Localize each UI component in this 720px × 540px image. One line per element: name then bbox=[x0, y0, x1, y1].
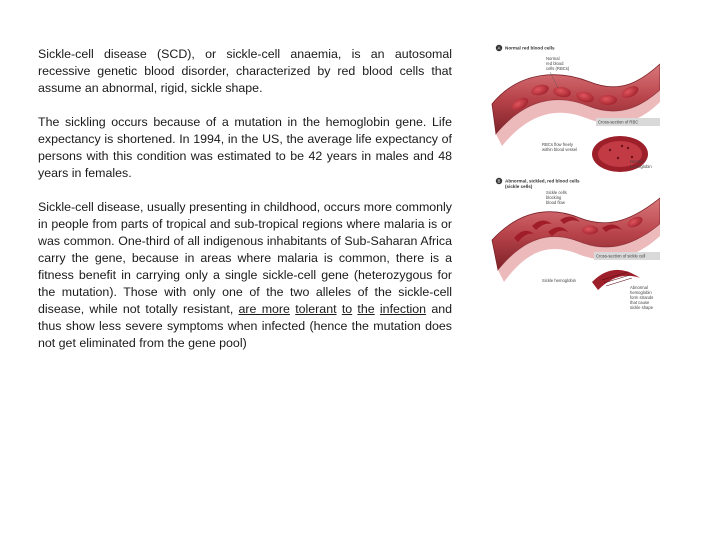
panel-b-marker-letter: B bbox=[497, 178, 501, 184]
label-abnormal-4: that cause bbox=[630, 300, 650, 305]
label-block-3: blood flow bbox=[546, 200, 565, 205]
hemoglobin-dot bbox=[621, 145, 623, 147]
label-sickle-hb: Sickle hemoglobin bbox=[542, 278, 576, 283]
label-normal-hb-1: Normal bbox=[630, 159, 644, 164]
label-flow-1: RBCs flow freely bbox=[542, 142, 573, 147]
hemoglobin-dot bbox=[617, 157, 619, 159]
label-cross-section-rbc: Cross-section of RBC bbox=[598, 119, 639, 125]
panel-b-title-1: Abnormal, sickled, red blood cells bbox=[505, 178, 580, 184]
label-normal-hb-2: hemoglobin bbox=[630, 164, 652, 169]
underlined-the: the bbox=[357, 302, 375, 316]
malaria-text-start: Sickle-cell disease, usually presenting in childhood, occurs more commonly in people from parts of tropical and sub-tropical regions where malaria is or was common. One-third of all indigenous inhabitants of Sub-Saharan Africa carry the gene, because in areas where malaria is common, there is a fitness benefit in carrying only a single sickle-cell gene (heterozygous for the mutation). Those with only one of the two alleles of the sickle-cell disease, while not totally resistant, bbox=[38, 200, 452, 316]
label-block-1: Sickle cells bbox=[546, 190, 567, 195]
label-abnormal-3: form strands bbox=[630, 295, 654, 300]
illustration-svg bbox=[490, 42, 660, 320]
underlined-to: to bbox=[341, 302, 353, 316]
paragraph-malaria bbox=[38, 199, 452, 352]
panel-a-title: Normal red blood cells bbox=[505, 45, 555, 51]
label-cross-section-sickle: Cross-section of sickle cell bbox=[596, 253, 646, 259]
label-abnormal-5: sickle shape bbox=[630, 305, 654, 310]
label-abnormal-1: Abnormal bbox=[630, 285, 648, 290]
underlined-tolerant: tolerant bbox=[295, 302, 337, 316]
hemoglobin-dot bbox=[609, 149, 611, 151]
panel-normal-cells bbox=[492, 45, 660, 172]
malaria-text-end: and thus show less severe symptoms when infected (hence the mutation does not get eliminated from the gene pool) bbox=[38, 302, 453, 350]
underlined-infection: infection bbox=[379, 302, 427, 316]
article-text bbox=[38, 46, 452, 369]
label-flow-2: within blood vessel bbox=[542, 147, 578, 152]
panel-sickle-cells bbox=[492, 178, 660, 310]
label-block-2: blocking bbox=[546, 195, 562, 200]
panel-a-marker-letter: A bbox=[497, 45, 501, 51]
label-normal-rbc-1: Normal bbox=[546, 56, 560, 61]
label-normal-rbc-3: cells (RBCs) bbox=[546, 66, 570, 71]
normal-rbc bbox=[599, 95, 617, 105]
sickle-cell-illustration bbox=[490, 42, 660, 320]
label-normal-rbc-2: red blood bbox=[546, 61, 564, 66]
hemoglobin-dot bbox=[631, 156, 633, 158]
paragraph-cause: The sickling occurs because of a mutation in the hemoglobin gene. Life expectancy is shortened. In 1994, in the US, the average life expectancy of persons with this condition was estimated to be 42 years in males and 48 years in females. bbox=[38, 115, 452, 180]
panel-b-title-2: (sickle cells) bbox=[505, 184, 533, 189]
hemoglobin-dot bbox=[627, 147, 629, 149]
label-abnormal-2: hemoglobin bbox=[630, 290, 652, 295]
normal-rbc bbox=[582, 226, 598, 235]
underlined-are-more: are more bbox=[238, 302, 290, 316]
paragraph-definition: Sickle-cell disease (SCD), or sickle-cell anaemia, is an autosomal recessive genetic blood disorder, characterized by red blood cells that assume an abnormal, rigid, sickle shape. bbox=[38, 47, 452, 95]
